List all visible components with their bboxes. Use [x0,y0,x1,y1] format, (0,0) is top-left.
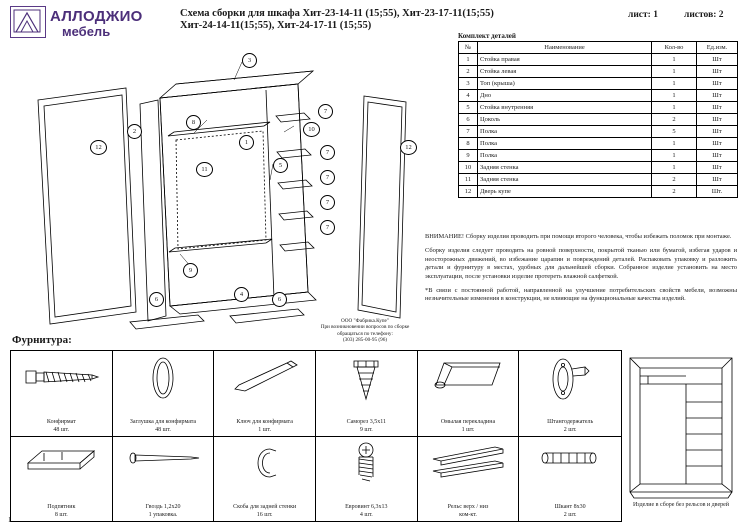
callout-balloon-2: 2 [127,124,142,139]
table-row [459,150,738,162]
fitting-name: Конфирмат [46,419,76,425]
fitting-caption [418,419,519,434]
page-title [180,8,620,32]
fitting-caption [316,419,417,434]
fitting-caption [418,504,519,519]
fitting-quantity: 16 шт. [256,511,273,518]
fittings-title: Фурнитура: [12,334,72,346]
callout-balloon-7: 7 [320,220,335,235]
fitting-caption [316,504,417,519]
table-row [459,114,738,126]
factory-name: ООО "Фабрика.Купе" [341,318,389,324]
warning-paragraph-2: Сборку изделия следует проводить на ровной поверхности, покрытой тканью или бумагой, избегая ударов и неосторожных движений, во избежание царапин и повреждений деталей. Распаковать упаковку и разложить детали и фурнитуру в местах, удобных для дальнейшей сборки. Собранное изделие установить на место эксплуатации, после установки изделие протереть влажной салфеткой. [425,247,737,280]
page-title-line1: Схема сборки для шкафа Хит-23-14-11 (15;55), Хит-23-17-11(15;55) [180,8,494,19]
cell-quantity: 2 [652,186,697,198]
fitting-quantity: 9 шт. [359,426,373,433]
fitting-quantity: ком-кт. [459,511,477,518]
fitting-quantity: 48 шт. [53,426,70,433]
fitting-name: Подпятник [47,504,76,510]
fitting-name: Ключ для конфирмата [236,419,293,425]
fitting-quantity: 8 шт. [54,511,68,518]
fitting-caption [11,504,112,519]
callout-balloon-7: 7 [318,104,333,119]
callout-balloon-6: 6 [272,292,287,307]
dowel-icon [519,441,621,493]
cell-number: 4 [459,90,478,102]
cell-unit: Шт [697,102,738,114]
fitting-caption [519,504,621,519]
fitting-name: Омылая перекладина [440,419,496,425]
cell-name: Топ (крыша) [478,78,652,90]
fitting-quantity: 2 шт. [563,426,577,433]
factory-contact-note [300,318,430,344]
cell-quantity: 1 [652,66,697,78]
table-row [459,90,738,102]
assembled-product-caption: Изделие в сборе без рельсов и дверей [632,502,730,508]
cell-name: Дверь купе [478,186,652,198]
cell-number: 10 [459,162,478,174]
callout-balloon-7: 7 [320,170,335,185]
col-unit: Ед.изм. [697,42,738,54]
fitting-item [214,351,316,436]
cell-quantity: 1 [652,78,697,90]
table-row [459,126,738,138]
cell-quantity: 1 [652,54,697,66]
callout-balloon-7: 7 [320,195,335,210]
cell-name: Полка [478,150,652,162]
col-number: № [459,42,478,54]
callout-balloon-12: 12 [400,140,417,155]
factory-note-line3: обращаться по телефону: [337,330,393,337]
fittings-section [10,350,620,520]
cell-unit: Шт [697,78,738,90]
euro-screw-icon [316,441,417,493]
cell-quantity: 1 [652,138,697,150]
cell-unit: Шт [697,162,738,174]
fitting-caption [519,419,621,434]
cell-number: 5 [459,102,478,114]
warning-paragraph-3: *В связи с постоянной работой, направленной на улучшение потребительских свойств мебели, возможны незначительные изменения в конструкции, не влияющие на функциональные качества изделий. [425,287,737,303]
cell-name: Задняя стенка [478,162,652,174]
cell-quantity: 2 [652,174,697,186]
fitting-name: Заглушка для конфирмата [129,419,197,425]
assembled-wardrobe-icon [624,350,738,500]
cell-unit: Шт [697,150,738,162]
cell-unit: Шт [697,174,738,186]
table-row [459,174,738,186]
fitting-item [519,351,621,436]
exploded-assembly-diagram [8,40,418,330]
cell-unit: Шт [697,138,738,150]
factory-phone: (303) 285-00-95 (96) [342,337,388,344]
fitting-item [11,351,113,436]
callout-balloon-6: 6 [149,292,164,307]
fitting-name: Скоба для задней стенки [233,504,297,510]
cell-number: 12 [459,186,478,198]
callout-balloon-3: 3 [242,53,257,68]
sheets-total-label: листов: 2 [684,10,724,20]
col-quantity: Кол-во [652,42,697,54]
warning-block [425,233,737,310]
cap-plug-icon [113,355,214,407]
brand-subtitle: мебель [62,24,111,39]
cell-quantity: 5 [652,126,697,138]
cell-name: Стойка внутренняя [478,102,652,114]
cell-quantity: 1 [652,162,697,174]
screw-icon [316,355,417,407]
factory-note-line2: При возникновении вопросов по сборке [320,324,410,331]
fitting-item [418,351,520,436]
fitting-quantity: 1 шт. [461,426,475,433]
brand-name: АЛЛОДЖИО [50,8,143,25]
table-row [459,162,738,174]
cell-name: Стойка правая [478,54,652,66]
fitting-name: Рельс верх / низ [447,504,489,510]
fitting-item [214,436,316,521]
cell-unit: Шт [697,90,738,102]
fitting-name: Штангодержатель [547,419,594,425]
cell-name: Стойка левая [478,66,652,78]
cell-name: Дно [478,90,652,102]
cell-unit: Шт [697,66,738,78]
table-row [459,138,738,150]
callout-balloon-10: 10 [303,122,320,137]
fitting-item [113,351,215,436]
cell-name: Полка [478,126,652,138]
rail-profile-icon [418,441,519,493]
table-row [459,54,738,66]
page-number: 1 [8,516,12,524]
cell-unit: Шт. [697,186,738,198]
fittings-grid [10,350,622,522]
cell-quantity: 1 [652,90,697,102]
fitting-caption [214,419,315,434]
page-title-line2: Хит-24-14-11(15;55), Хит-24-17-11 (15;55) [180,20,372,31]
cell-quantity: 1 [652,150,697,162]
callout-balloon-9: 9 [183,263,198,278]
cell-quantity: 1 [652,102,697,114]
rail-holder-icon [519,355,621,407]
assembled-product-panel [624,350,738,520]
cell-name: Полка [478,138,652,150]
cell-quantity: 2 [652,114,697,126]
cell-name: Задняя стенка [478,174,652,186]
callout-balloon-11: 11 [196,162,213,177]
confirmat-screw-icon [11,355,112,407]
cell-number: 6 [459,114,478,126]
fitting-item [519,436,621,521]
fitting-item [418,436,520,521]
fitting-caption [113,504,214,519]
nail-icon [113,441,214,493]
parts-table-caption: Комплект деталей [458,32,516,40]
fitting-caption [11,419,112,434]
fitting-name: Гвоздь 1,2х20 [145,504,181,510]
callout-balloon-12: 12 [90,140,107,155]
fitting-quantity: 2 шт. [563,511,577,518]
sheet-label: лист: 1 [628,10,658,20]
table-row [459,102,738,114]
fitting-quantity: 48 шт. [155,426,171,433]
shelf-support-icon [11,441,112,493]
fitting-item [11,436,113,521]
table-row [459,66,738,78]
cell-number: 1 [459,54,478,66]
cell-number: 7 [459,126,478,138]
handrail-icon [418,355,519,407]
cell-number: 11 [459,174,478,186]
cell-unit: Шт [697,114,738,126]
cell-number: 2 [459,66,478,78]
fitting-quantity: 1 шт. [258,426,272,433]
allen-key-icon [214,355,315,407]
table-row [459,78,738,90]
callout-balloon-8: 8 [186,115,201,130]
cell-unit: Шт [697,126,738,138]
fitting-name: Шкант 8х30 [554,504,586,510]
callout-balloon-1: 1 [239,135,254,150]
table-header-row [459,42,738,54]
fitting-caption [214,504,315,519]
brand-logo [10,6,175,40]
fitting-quantity: 4 шт. [359,511,373,518]
fitting-item [316,436,418,521]
cell-number: 3 [459,78,478,90]
fitting-item [316,351,418,436]
warning-paragraph-1: ВНИМАНИЕ! Сборку изделия проводить при помощи второго человека, чтобы избежать поломок при монтаже. [425,233,732,240]
cell-unit: Шт [697,54,738,66]
parts-table [458,32,738,198]
callout-balloon-7: 7 [320,145,335,160]
fitting-caption [113,419,214,434]
col-name: Наименование [478,42,652,54]
cell-number: 8 [459,138,478,150]
cell-number: 9 [459,150,478,162]
back-panel-clip-icon [214,441,315,493]
cell-name: Цоколь [478,114,652,126]
fitting-name: Саморез 3,5х11 [346,419,386,425]
fitting-quantity: 1 упаковка. [148,511,178,518]
wardrobe-logo-icon [10,6,46,38]
callout-balloon-5: 5 [273,158,288,173]
table-row [459,186,738,198]
fitting-name: Евровинт 6,3х13 [345,504,388,510]
fitting-item [113,436,215,521]
callout-balloon-4: 4 [234,287,249,302]
